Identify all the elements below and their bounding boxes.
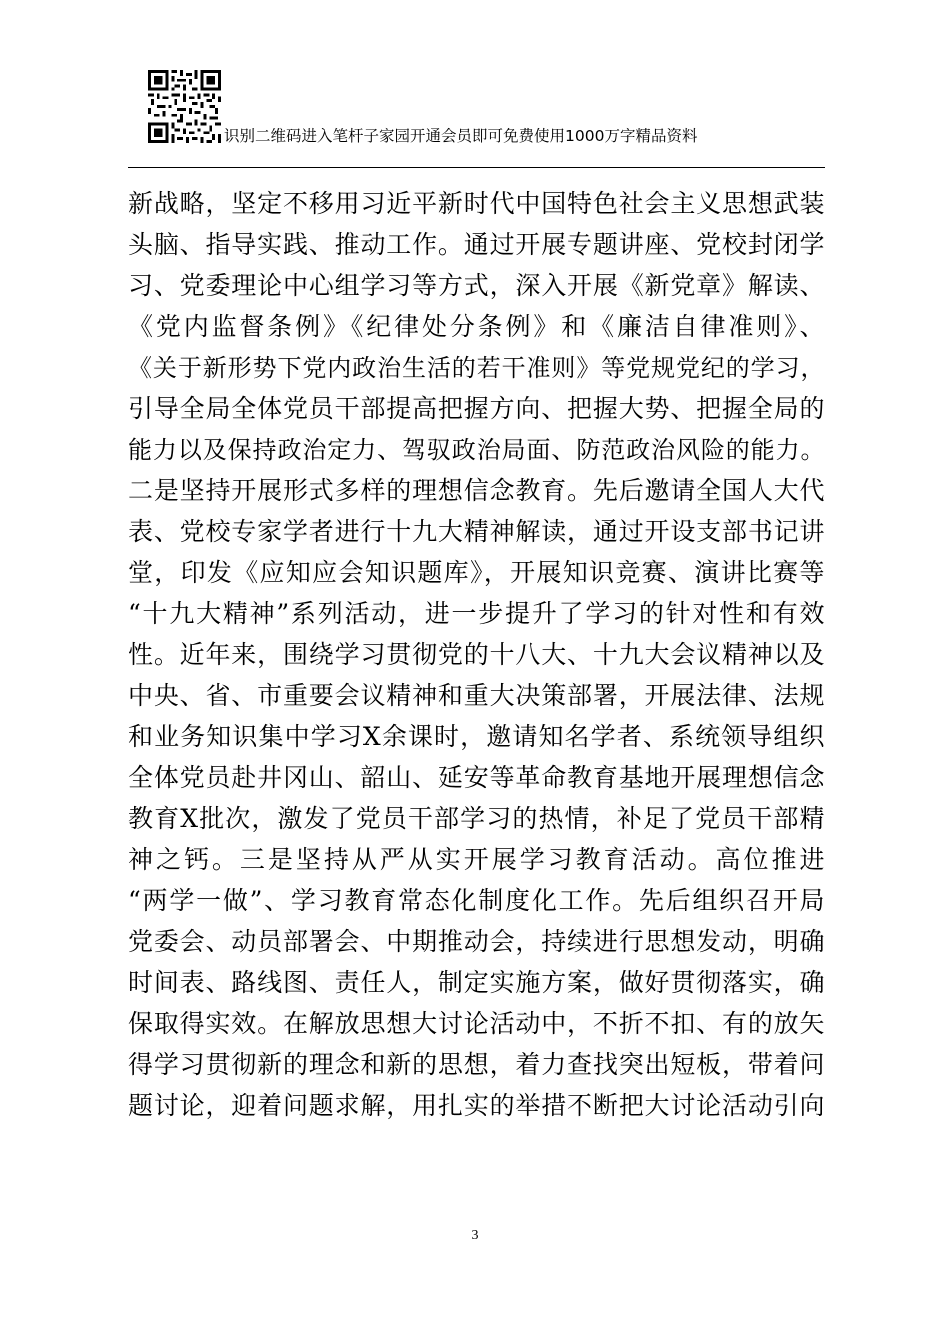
text-line: 和业务知识集中学习X余课时，邀请知名学者、系统领导组织: [128, 722, 825, 751]
text-line: 中央、省、市重要会议精神和重大决策部署，开展法律、法规: [128, 681, 825, 710]
text-line: 性。近年来，围绕学习贯彻党的十八大、十九大会议精神以及: [128, 640, 825, 669]
text-line: 能力以及保持政治定力、驾驭政治局面、防范政治风险的能力。: [128, 436, 825, 464]
text-line: 头脑、指导实践、推动工作。通过开展专题讲座、党校封闭学: [128, 230, 825, 259]
text-line: 《关于新形势下党内政治生活的若干准则》等党规党纪的学习，: [128, 354, 825, 382]
text-line: 习、党委理论中心组学习等方式，深入开展《新党章》解读、: [128, 271, 825, 300]
text-line: 二是坚持开展形式多样的理想信念教育。先后邀请全国人大代: [128, 476, 825, 505]
text-line: 得学习贯彻新的理念和新的思想，着力查找突出短板，带着问: [128, 1050, 825, 1079]
text-line: 时间表、路线图、责任人，制定实施方案，做好贯彻落实，确: [128, 968, 825, 997]
qr-code-icon: [147, 70, 222, 143]
text-line: 新战略，坚定不移用习近平新时代中国特色社会主义思想武装: [128, 189, 825, 218]
text-line: 教育X批次，激发了党员干部学习的热情，补足了党员干部精: [128, 804, 825, 833]
text-line: 题讨论，迎着问题求解，用扎实的举措不断把大讨论活动引向: [128, 1091, 825, 1120]
text-line: 《党内监督条例》《纪律处分条例》和《廉洁自律准则》、: [128, 312, 825, 341]
text-line: 引导全局全体党员干部提高把握方向、把握大势、把握全局的: [128, 394, 825, 423]
text-line: 全体党员赴井冈山、韶山、延安等革命教育基地开展理想信念: [128, 763, 825, 792]
text-line: 党委会、动员部署会、中期推动会，持续进行思想发动，明确: [128, 927, 825, 956]
body-text: [128, 186, 825, 1129]
text-line: 保取得实效。在解放思想大讨论活动中，不折不扣、有的放矢: [128, 1009, 825, 1038]
header-banner-text: 识别二维码进入笔杆子家园开通会员即可免费使用1000万字精品资料: [224, 127, 698, 145]
text-line: 神之钙。三是坚持从严从实开展学习教育活动。高位推进: [128, 845, 825, 874]
header-divider: [128, 167, 825, 168]
text-line: 堂，印发《应知应会知识题库》，开展知识竞赛、演讲比赛等: [128, 558, 825, 587]
page-number: 3: [471, 1228, 479, 1243]
text-line: “两学一做”、学习教育常态化制度化工作。先后组织召开局: [128, 886, 825, 915]
text-line: “十九大精神”系列活动，进一步提升了学习的针对性和有效: [128, 599, 825, 628]
text-line: 表、党校专家学者进行十九大精神解读，通过开设支部书记讲: [128, 517, 825, 546]
